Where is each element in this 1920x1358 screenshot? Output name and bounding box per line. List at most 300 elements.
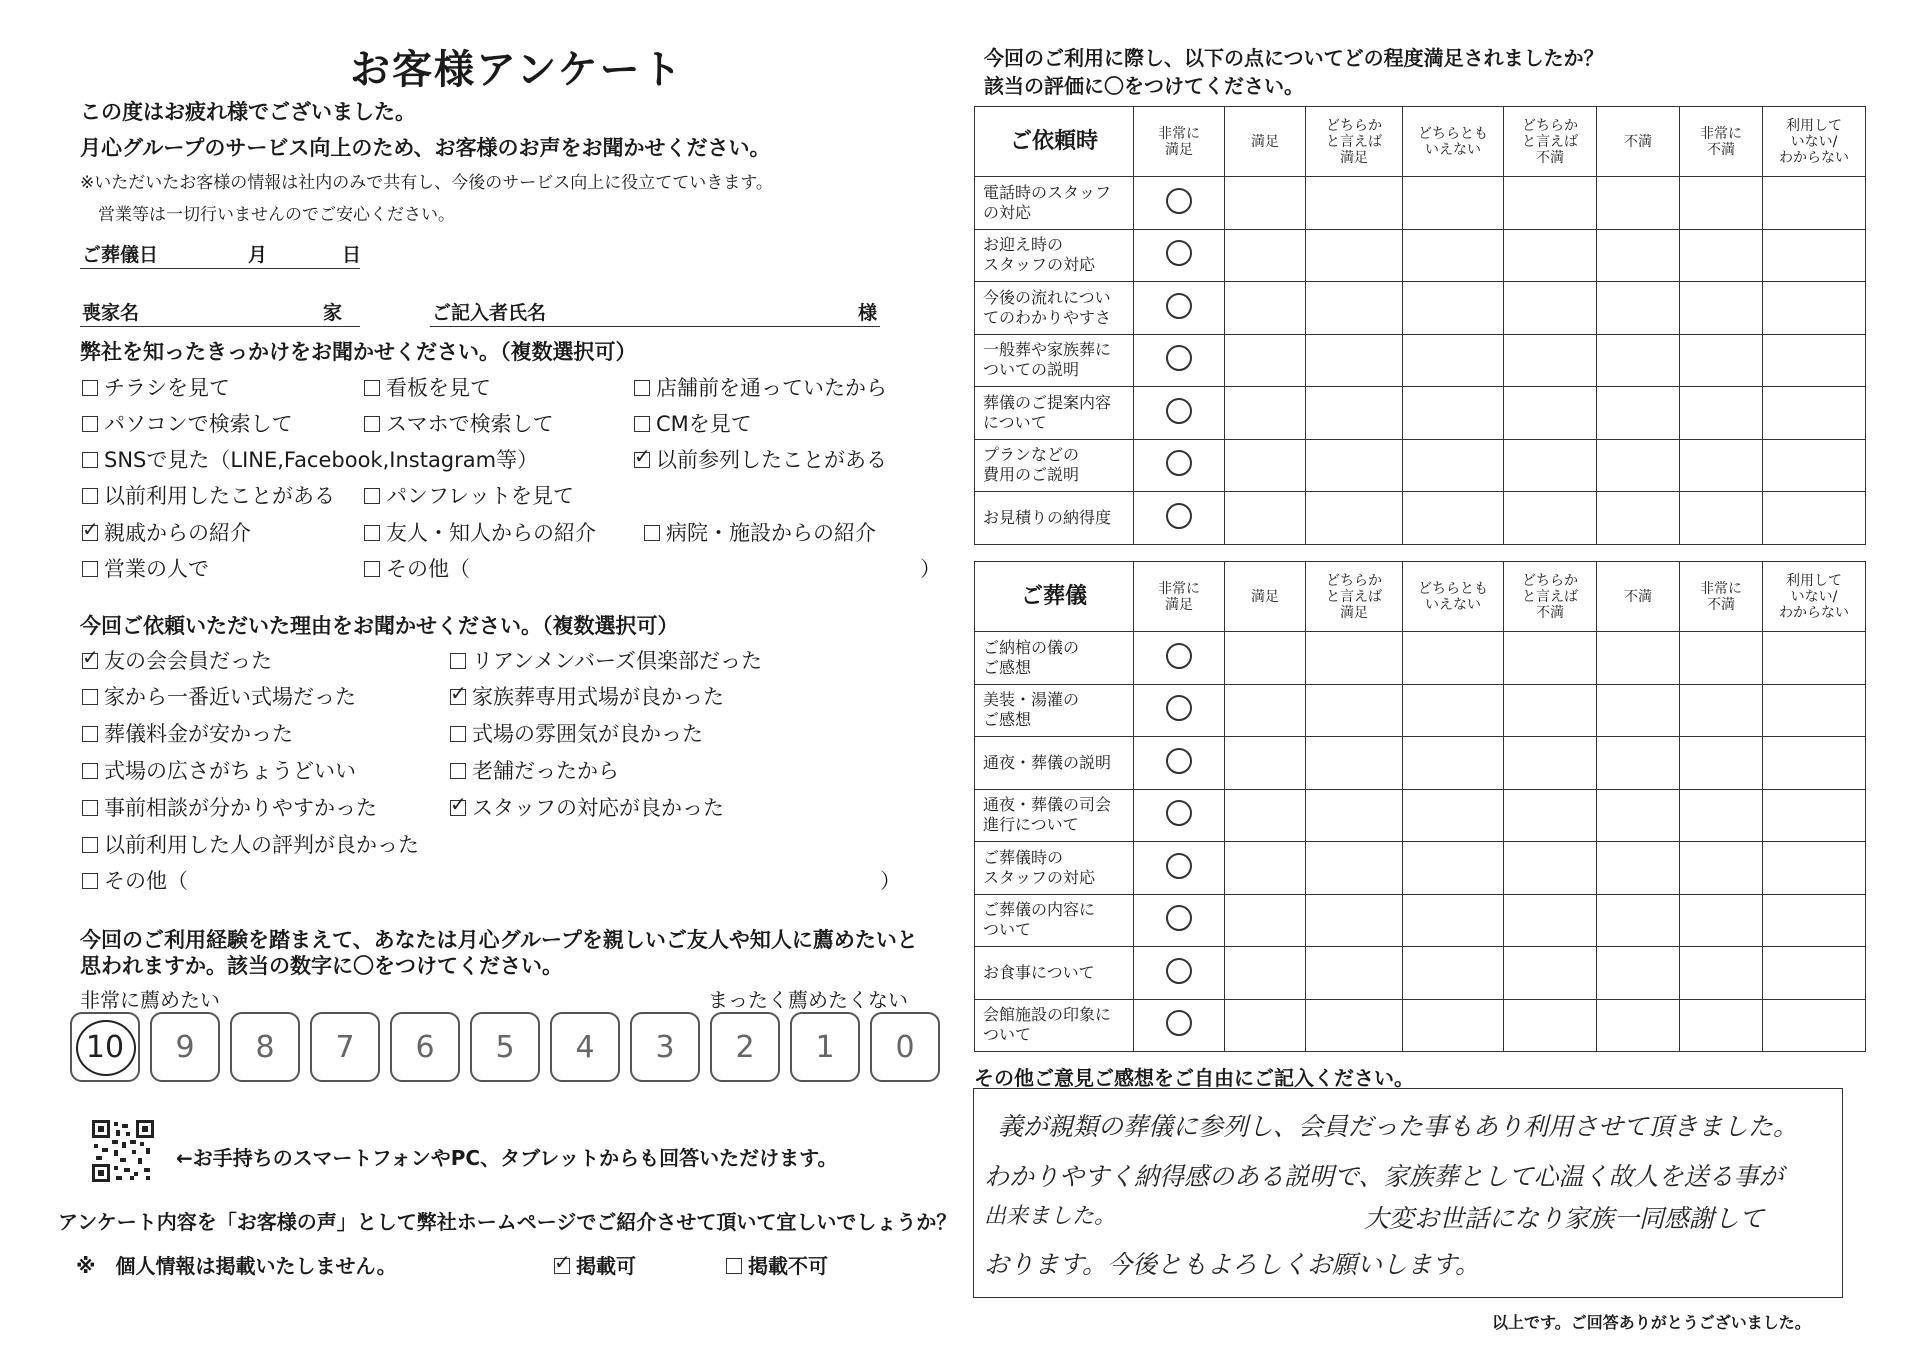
scale-number: 9 [175, 1029, 195, 1065]
rating-column-header: 非常に 満足 [1134, 107, 1225, 177]
table-row [975, 439, 1866, 492]
q2-option[interactable] [450, 645, 762, 675]
q3-title-line-2: 思われますか。該当の数字に〇をつけてください。 [80, 954, 563, 978]
scale-option-4[interactable] [550, 1012, 620, 1082]
q2-option-label: その他（ [104, 869, 188, 893]
q1-option[interactable] [364, 553, 470, 583]
rating-cell[interactable] [1225, 999, 1306, 1052]
q2-option-label: 式場の雰囲気が良かった [472, 722, 703, 746]
rating-cell[interactable] [1597, 387, 1680, 440]
rating-cell[interactable] [1403, 789, 1504, 842]
rating-cell[interactable] [1225, 842, 1306, 895]
scale-option-10[interactable] [70, 1012, 140, 1082]
rating-cell[interactable] [1680, 842, 1763, 895]
rating-cell[interactable] [1306, 684, 1403, 737]
rating-cell[interactable] [1504, 999, 1597, 1052]
rating-cell[interactable] [1403, 282, 1504, 335]
row-label: ご葬儀時の スタッフの対応 [975, 842, 1134, 895]
table-header-category: ご依頼時 [975, 107, 1134, 177]
q1-other-close: ） [920, 557, 941, 581]
q1-option[interactable] [364, 408, 554, 438]
rating-column-header: どちらか と言えば 満足 [1306, 107, 1403, 177]
selected-rating-circle [1166, 503, 1192, 529]
row-label: 一般葬や家族葬に ついての説明 [975, 334, 1134, 387]
q1-option-label: 店舗前を通っていたから [656, 376, 887, 400]
rating-cell[interactable] [1597, 789, 1680, 842]
rating-cell[interactable] [1403, 492, 1504, 545]
rating-cell[interactable] [1763, 334, 1866, 387]
rating-cell[interactable] [1134, 334, 1225, 387]
publish-ok-checkbox[interactable] [554, 1258, 570, 1274]
comment-line-2: わかりやすく納得感のある説明で、家族葬として心温く故人を送る事が [984, 1162, 1784, 1191]
rating-cell[interactable] [1403, 947, 1504, 1000]
rating-cell[interactable] [1403, 177, 1504, 230]
selected-circle-mark [76, 1020, 136, 1076]
q1-option[interactable] [364, 480, 574, 510]
rating-cell[interactable] [1306, 632, 1403, 685]
rating-cell[interactable] [1763, 999, 1866, 1052]
rating-cell[interactable] [1597, 229, 1680, 282]
rating-cell[interactable] [1306, 439, 1403, 492]
satisfaction-table-request [974, 106, 1866, 545]
q1-option-label: 営業の人で [104, 557, 209, 581]
selected-rating-circle [1166, 240, 1192, 266]
rating-cell[interactable] [1680, 387, 1763, 440]
family-name-label: 喪家名 [82, 302, 140, 324]
rating-cell[interactable] [1403, 334, 1504, 387]
rating-column-header: 不満 [1597, 107, 1680, 177]
rating-cell[interactable] [1403, 684, 1504, 737]
qr-code[interactable] [92, 1120, 154, 1182]
row-label: プランなどの 費用のご説明 [975, 439, 1134, 492]
q2-option-checkbox[interactable] [82, 873, 98, 889]
q2-option-checkbox[interactable] [82, 689, 98, 705]
publish-ng-label: 掲載不可 [748, 1254, 828, 1278]
rating-column-header: 利用して いない/ わからない [1763, 107, 1866, 177]
rating-cell[interactable] [1680, 737, 1763, 790]
scale-option-3[interactable] [630, 1012, 700, 1082]
rating-cell[interactable] [1225, 737, 1306, 790]
table-row [975, 632, 1866, 685]
selected-rating-circle [1166, 748, 1192, 774]
rating-cell[interactable] [1504, 177, 1597, 230]
rating-cell[interactable] [1403, 439, 1504, 492]
q1-option[interactable] [82, 444, 538, 474]
table-row [975, 999, 1866, 1052]
q1-title: 弊社を知ったきっかけをお聞かせください。（複数選択可） [80, 340, 637, 364]
q1-option-label: 看板を見て [386, 376, 491, 400]
rating-cell[interactable] [1597, 894, 1680, 947]
q2-option-checkbox[interactable] [82, 800, 98, 816]
scale-number: 5 [495, 1029, 515, 1065]
rating-cell[interactable] [1680, 684, 1763, 737]
q2-option-checkbox[interactable] [82, 726, 98, 742]
q2-option[interactable] [82, 755, 356, 785]
rating-cell[interactable] [1225, 632, 1306, 685]
scale-number: 3 [655, 1029, 675, 1065]
rating-cell[interactable] [1403, 229, 1504, 282]
rating-cell[interactable] [1225, 947, 1306, 1000]
q2-option[interactable] [82, 718, 293, 748]
rating-cell[interactable] [1504, 632, 1597, 685]
rating-cell[interactable] [1680, 894, 1763, 947]
rating-cell[interactable] [1134, 737, 1225, 790]
rating-column-header: どちらか と言えば 満足 [1306, 562, 1403, 632]
rating-cell[interactable] [1680, 282, 1763, 335]
rating-cell[interactable] [1763, 439, 1866, 492]
selected-rating-circle [1166, 800, 1192, 826]
rating-cell[interactable] [1597, 632, 1680, 685]
rating-cell[interactable] [1763, 684, 1866, 737]
q1-option[interactable] [82, 517, 251, 547]
q1-option-checkbox[interactable] [82, 416, 98, 432]
q1-option[interactable] [82, 372, 230, 402]
row-label: 今後の流れについ てのわかりやすさ [975, 282, 1134, 335]
table-row [975, 492, 1866, 545]
rating-column-header: どちらとも いえない [1403, 107, 1504, 177]
selected-rating-circle [1166, 853, 1192, 879]
rating-cell[interactable] [1680, 947, 1763, 1000]
scale-option-6[interactable] [390, 1012, 460, 1082]
q2-option[interactable] [82, 645, 272, 675]
q2-option-label: リアンメンバーズ倶楽部だった [472, 649, 763, 673]
table-row [975, 229, 1866, 282]
scale-left-label: 非常に薦めたい [80, 988, 220, 1012]
q1-option-checkbox[interactable] [364, 561, 380, 577]
rating-cell[interactable] [1763, 282, 1866, 335]
q2-option-checkbox[interactable] [450, 800, 466, 816]
selected-rating-circle [1166, 695, 1192, 721]
publish-question: アンケート内容を「お客様の声」として弊社ホームページでご紹介させて頂いて宜しいでしょうか？ [58, 1210, 957, 1234]
rating-cell[interactable] [1504, 737, 1597, 790]
q1-option-label: 以前参列したことがある [656, 448, 887, 472]
family-name-suffix: 家 [323, 302, 343, 324]
table-row [975, 842, 1866, 895]
rating-cell[interactable] [1763, 229, 1866, 282]
q2-option[interactable] [450, 681, 724, 711]
scale-number: 8 [255, 1029, 275, 1065]
selected-rating-circle [1166, 398, 1192, 424]
rating-cell[interactable] [1597, 282, 1680, 335]
scale-number: 2 [735, 1029, 755, 1065]
rating-cell[interactable] [1763, 177, 1866, 230]
selected-rating-circle [1166, 450, 1192, 476]
q1-option-checkbox[interactable] [364, 380, 380, 396]
rating-cell[interactable] [1134, 282, 1225, 335]
rating-cell[interactable] [1680, 999, 1763, 1052]
q2-option[interactable] [82, 792, 377, 822]
q2-option-checkbox[interactable] [82, 763, 98, 779]
publish-ng-option[interactable] [726, 1250, 828, 1279]
rating-cell[interactable] [1504, 282, 1597, 335]
rating-cell[interactable] [1225, 894, 1306, 947]
rating-cell[interactable] [1134, 684, 1225, 737]
rating-cell[interactable] [1763, 947, 1866, 1000]
rating-cell[interactable] [1504, 387, 1597, 440]
rating-cell[interactable] [1504, 842, 1597, 895]
rating-cell[interactable] [1306, 334, 1403, 387]
q1-option[interactable] [634, 408, 752, 438]
rating-cell[interactable] [1680, 334, 1763, 387]
rating-cell[interactable] [1134, 492, 1225, 545]
rating-cell[interactable] [1225, 334, 1306, 387]
rating-cell[interactable] [1225, 439, 1306, 492]
funeral-day-label: 日 [342, 244, 362, 266]
table-row [975, 177, 1866, 230]
q1-option-checkbox[interactable] [82, 561, 98, 577]
rating-column-header: 不満 [1597, 562, 1680, 632]
scale-option-2[interactable] [710, 1012, 780, 1082]
selected-rating-circle [1166, 905, 1192, 931]
rating-cell[interactable] [1306, 229, 1403, 282]
rating-column-header: どちらか と言えば 不満 [1504, 562, 1597, 632]
satisfaction-intro-1: 今回のご利用に際し、以下の点についてどの程度満足されましたか？ [984, 46, 1604, 70]
q2-option[interactable] [450, 718, 703, 748]
rating-cell[interactable] [1763, 387, 1866, 440]
q1-option-checkbox[interactable] [82, 380, 98, 396]
rating-cell[interactable] [1504, 947, 1597, 1000]
rating-cell[interactable] [1225, 387, 1306, 440]
q2-option-checkbox[interactable] [450, 726, 466, 742]
publish-ok-option[interactable] [554, 1250, 636, 1279]
funeral-date-label: ご葬儀日 [82, 244, 159, 266]
scale-option-8[interactable] [230, 1012, 300, 1082]
rating-cell[interactable] [1504, 229, 1597, 282]
rating-cell[interactable] [1403, 737, 1504, 790]
selected-rating-circle [1166, 293, 1192, 319]
q1-option[interactable] [644, 517, 876, 547]
rating-column-header: どちらか と言えば 不満 [1504, 107, 1597, 177]
scale-option-1[interactable] [790, 1012, 860, 1082]
rating-cell[interactable] [1597, 334, 1680, 387]
row-label: ご納棺の儀の ご感想 [975, 632, 1134, 685]
q1-option-checkbox[interactable] [364, 488, 380, 504]
q2-option[interactable] [82, 681, 356, 711]
q2-option[interactable] [82, 829, 419, 859]
q2-option-checkbox[interactable] [450, 763, 466, 779]
q1-option-label: スマホで検索して [386, 412, 554, 436]
q2-option[interactable] [450, 792, 724, 822]
q1-option-checkbox[interactable] [634, 416, 650, 432]
q1-option-label: SNSで見た（LINE,Facebook,Instagram等） [104, 448, 539, 472]
q1-option[interactable] [364, 517, 596, 547]
comment-line-1: 義が親類の葬儀に参列し、会員だった事もあり利用させて頂きました。 [998, 1112, 1799, 1141]
q1-option-label: CMを見て [656, 412, 752, 436]
rating-cell[interactable] [1134, 789, 1225, 842]
scale-number: 6 [415, 1029, 435, 1065]
q2-option-label: スタッフの対応が良かった [472, 796, 724, 820]
q2-option-label: 以前利用した人の評判が良かった [104, 833, 419, 857]
rating-cell[interactable] [1597, 737, 1680, 790]
rating-cell[interactable] [1403, 387, 1504, 440]
scale-option-9[interactable] [150, 1012, 220, 1082]
rating-cell[interactable] [1306, 492, 1403, 545]
rating-cell[interactable] [1403, 632, 1504, 685]
rating-cell[interactable] [1403, 999, 1504, 1052]
rating-cell[interactable] [1134, 842, 1225, 895]
rating-cell[interactable] [1306, 282, 1403, 335]
family-name-field[interactable] [80, 298, 360, 327]
q1-option-label: 以前利用したことがある [104, 484, 335, 508]
row-label: 美装・湯灌の ご感想 [975, 684, 1134, 737]
rating-cell[interactable] [1225, 177, 1306, 230]
scale-option-7[interactable] [310, 1012, 380, 1082]
row-label: 通夜・葬儀の司会 進行について [975, 789, 1134, 842]
rating-cell[interactable] [1680, 789, 1763, 842]
rating-cell[interactable] [1504, 439, 1597, 492]
writer-name-field[interactable] [430, 298, 880, 327]
rating-cell[interactable] [1597, 947, 1680, 1000]
rating-cell[interactable] [1306, 387, 1403, 440]
funeral-month-label: 月 [248, 244, 268, 266]
table-row [975, 684, 1866, 737]
q1-option[interactable] [82, 408, 293, 438]
selected-rating-circle [1166, 1010, 1192, 1036]
q1-option-checkbox[interactable] [644, 525, 660, 541]
rating-cell[interactable] [1680, 492, 1763, 545]
rating-column-header: 非常に 満足 [1134, 562, 1225, 632]
rating-cell[interactable] [1403, 842, 1504, 895]
scale-number: 4 [575, 1029, 595, 1065]
rating-cell[interactable] [1597, 492, 1680, 545]
publish-ng-checkbox[interactable] [726, 1258, 742, 1274]
publish-note: ※ 個人情報は掲載いたしません。 [76, 1254, 397, 1278]
rating-cell[interactable] [1306, 789, 1403, 842]
rating-cell[interactable] [1134, 177, 1225, 230]
rating-cell[interactable] [1504, 492, 1597, 545]
q1-option-checkbox[interactable] [364, 416, 380, 432]
selected-rating-circle [1166, 643, 1192, 669]
q1-option-checkbox[interactable] [82, 525, 98, 541]
rating-cell[interactable] [1134, 229, 1225, 282]
q2-option[interactable] [450, 755, 619, 785]
rating-cell[interactable] [1134, 999, 1225, 1052]
q1-option-label: チラシを見て [104, 376, 230, 400]
scale-right-label: まったく薦めたくない [708, 988, 908, 1012]
rating-cell[interactable] [1680, 439, 1763, 492]
rating-cell[interactable] [1225, 492, 1306, 545]
row-label: 葬儀のご提案内容 について [975, 387, 1134, 440]
rating-cell[interactable] [1403, 894, 1504, 947]
rating-cell[interactable] [1597, 684, 1680, 737]
rating-cell[interactable] [1225, 684, 1306, 737]
q1-option[interactable] [364, 372, 491, 402]
scale-option-5[interactable] [470, 1012, 540, 1082]
q2-option-checkbox[interactable] [450, 653, 466, 669]
comments-box[interactable] [973, 1088, 1843, 1298]
footer-thanks: 以上です。ご回答ありがとうございました。 [1492, 1313, 1811, 1332]
rating-column-header: 非常に 不満 [1680, 107, 1763, 177]
selected-rating-circle [1166, 958, 1192, 984]
row-label: 通夜・葬儀の説明 [975, 737, 1134, 790]
q2-option[interactable] [82, 865, 188, 895]
rating-cell[interactable] [1680, 632, 1763, 685]
rating-cell[interactable] [1504, 684, 1597, 737]
q1-option[interactable] [634, 444, 887, 474]
q2-other-close: ） [880, 869, 901, 893]
rating-cell[interactable] [1504, 334, 1597, 387]
comment-line-4: 大変お世話になり家族一同感謝して [1364, 1204, 1765, 1233]
comments-title: その他ご意見ご感想をご自由にご記入ください。 [974, 1066, 1414, 1090]
rating-cell[interactable] [1504, 789, 1597, 842]
rating-cell[interactable] [1763, 492, 1866, 545]
q1-option-label: パソコンで検索して [104, 412, 293, 436]
privacy-note-1: ※いただいたお客様の情報は社内のみで共有し、今後のサービス向上に役立てていきます。 [80, 173, 773, 193]
rating-cell[interactable] [1306, 947, 1403, 1000]
q1-option[interactable] [634, 372, 887, 402]
rating-cell[interactable] [1134, 894, 1225, 947]
q1-option-checkbox[interactable] [82, 452, 98, 468]
rating-cell[interactable] [1134, 439, 1225, 492]
rating-cell[interactable] [1134, 387, 1225, 440]
row-label: 電話時のスタッフ の対応 [975, 177, 1134, 230]
q1-option-checkbox[interactable] [82, 488, 98, 504]
rating-cell[interactable] [1306, 737, 1403, 790]
q1-option-checkbox[interactable] [634, 380, 650, 396]
rating-cell[interactable] [1306, 842, 1403, 895]
satisfaction-intro-2: 該当の評価に〇をつけてください。 [984, 74, 1304, 98]
rating-column-header: どちらとも いえない [1403, 562, 1504, 632]
writer-name-label: ご記入者氏名 [432, 302, 547, 324]
q2-option-checkbox[interactable] [450, 689, 466, 705]
rating-cell[interactable] [1597, 842, 1680, 895]
rating-cell[interactable] [1225, 789, 1306, 842]
rating-cell[interactable] [1134, 632, 1225, 685]
q1-option-checkbox[interactable] [634, 452, 650, 468]
comment-line-3: 出来ました。 [984, 1204, 1117, 1229]
q2-title: 今回ご依頼いただいた理由をお聞かせください。（複数選択可） [80, 614, 679, 638]
q1-option[interactable] [82, 480, 335, 510]
scale-number: 0 [895, 1029, 915, 1065]
rating-cell[interactable] [1504, 894, 1597, 947]
rating-cell[interactable] [1306, 999, 1403, 1052]
table-row [975, 387, 1866, 440]
rating-cell[interactable] [1597, 999, 1680, 1052]
q1-option-checkbox[interactable] [364, 525, 380, 541]
scale-option-0[interactable] [870, 1012, 940, 1082]
rating-cell[interactable] [1306, 177, 1403, 230]
rating-column-header: 満足 [1225, 562, 1306, 632]
q1-option-label: パンフレットを見て [386, 484, 574, 508]
rating-cell[interactable] [1763, 842, 1866, 895]
table-row [975, 737, 1866, 790]
rating-cell[interactable] [1763, 789, 1866, 842]
funeral-date-field[interactable] [80, 240, 360, 269]
rating-cell[interactable] [1763, 737, 1866, 790]
selected-rating-circle [1166, 188, 1192, 214]
rating-cell[interactable] [1225, 229, 1306, 282]
greeting-line-1: この度はお疲れ様でございました。 [80, 100, 416, 124]
rating-cell[interactable] [1597, 177, 1680, 230]
rating-cell[interactable] [1306, 894, 1403, 947]
rating-cell[interactable] [1680, 229, 1763, 282]
rating-cell[interactable] [1597, 439, 1680, 492]
q2-option-label: 家から一番近い式場だった [104, 685, 356, 709]
greeting-line-2: 月心グループのサービス向上のため、お客様のお声をお聞かせください。 [80, 136, 771, 160]
q2-option-checkbox[interactable] [82, 653, 98, 669]
rating-cell[interactable] [1763, 632, 1866, 685]
q1-option-label: 親戚からの紹介 [104, 521, 251, 545]
rating-cell[interactable] [1680, 177, 1763, 230]
rating-cell[interactable] [1763, 894, 1866, 947]
table-row [975, 947, 1866, 1000]
q2-option-label: 式場の広さがちょうどいい [104, 759, 356, 783]
table-row [975, 334, 1866, 387]
rating-cell[interactable] [1134, 947, 1225, 1000]
q2-option-checkbox[interactable] [82, 837, 98, 853]
rating-cell[interactable] [1225, 282, 1306, 335]
q1-option[interactable] [82, 553, 209, 583]
